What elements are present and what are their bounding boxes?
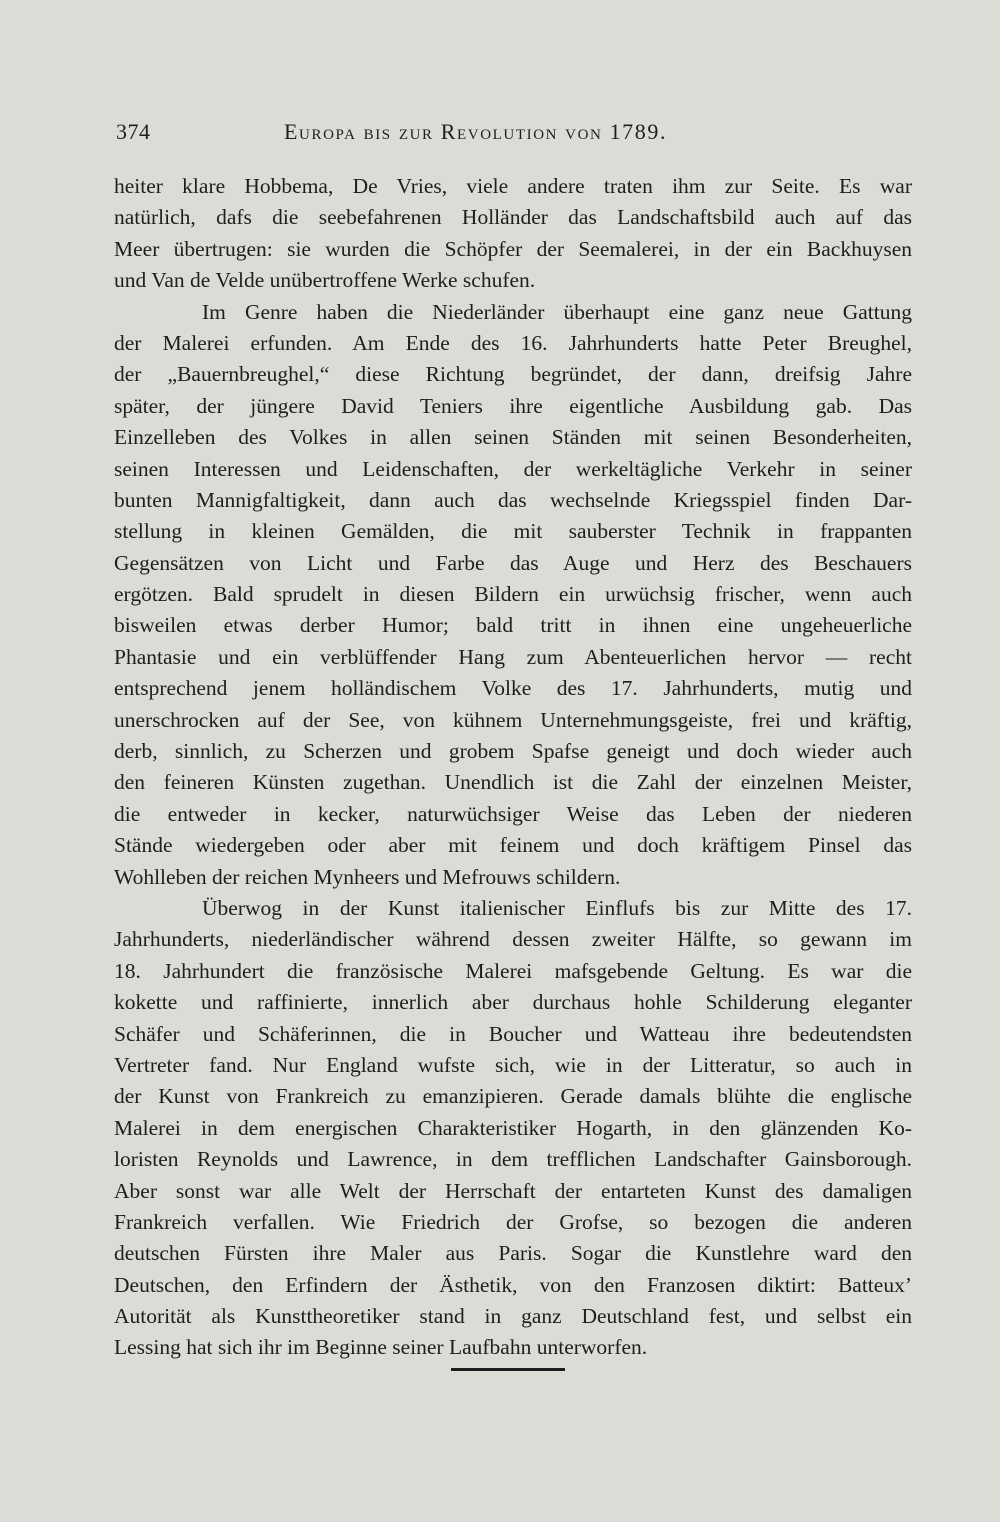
- text-line: Malerei in dem energischen Charakteristiker Hogarth, in den glänzenden Ko-: [114, 1115, 912, 1140]
- text-line: Jahrhunderts, niederländischer während dessen zweiter Hälfte, so gewann im: [114, 927, 912, 952]
- text-line: deutschen Fürsten ihre Maler aus Paris. Sogar die Kunstlehre ward den: [114, 1241, 912, 1266]
- text-line: der Malerei erfunden. Am Ende des 16. Jahrhunderts hatte Peter Breughel,: [114, 330, 912, 355]
- text-line: entsprechend jenem holländischem Volke des 17. Jahrhunderts, mutig und: [114, 676, 912, 701]
- text-line: Aber sonst war alle Welt der Herrschaft der entarteten Kunst des damaligen: [114, 1178, 912, 1203]
- page-number: 374: [116, 119, 151, 144]
- running-title: Europa bis zur Revolution von 1789.: [284, 119, 668, 144]
- text-line: ergötzen. Bald sprudelt in diesen Bildern ein urwüchsig frischer, wenn auch: [114, 582, 912, 607]
- text-line: heiter klare Hobbema, De Vries, viele andere traten ihm zur Seite. Es war: [114, 174, 912, 198]
- text-line: unerschrocken auf der See, von kühnem Unternehmungsgeiste, frei und kräftig,: [114, 707, 912, 732]
- text-line: kokette und raffinierte, innerlich aber durchaus hohle Schilderung eleganter: [114, 990, 912, 1015]
- text-line: Autorität als Kunsttheoretiker stand in ganz Deutschland fest, und selbst ein: [114, 1304, 912, 1329]
- text-line: derb, sinnlich, zu Scherzen und grobem Spafse geneigt und doch wieder auch: [114, 739, 912, 764]
- text-line: der „Bauernbreughel,“ diese Richtung begründet, der dann, dreifsig Jahre: [114, 362, 912, 387]
- text-line: den feineren Künsten zugethan. Unendlich ist die Zahl der einzelnen Meister,: [114, 770, 912, 795]
- text-line: stellung in kleinen Gemälden, die mit sauberster Technik in frappanten: [114, 519, 912, 544]
- text-line: der Kunst von Frankreich zu emanzipieren. Gerade damals blühte die englische: [114, 1084, 912, 1109]
- text-line: 18. Jahrhundert die französische Malerei mafsgebende Geltung. Es war die: [114, 958, 912, 983]
- text-line: bisweilen etwas derber Humor; bald tritt in ihnen eine ungeheuerliche: [114, 613, 912, 638]
- text-line: Frankreich verfallen. Wie Friedrich der Grofse, so bezogen die anderen: [114, 1209, 912, 1234]
- text-line: natürlich, dafs die seebefahrenen Holländer das Landschaftsbild auch auf das: [114, 205, 912, 230]
- text-line: Stände wiedergeben oder aber mit feinem und doch kräftigem Pinsel das: [114, 833, 912, 858]
- text-line: seinen Interessen und Leidenschaften, der werkeltägliche Verkehr in seiner: [114, 456, 912, 481]
- text-line: Wohlleben der reichen Mynheers und Mefrouws schildern.: [114, 864, 621, 889]
- text-line: bunten Mannigfaltigkeit, dann auch das wechselnde Kriegsspiel finden Dar-: [114, 487, 912, 512]
- end-rule: [451, 1368, 565, 1371]
- text-line: Deutschen, den Erfindern der Ästhetik, von den Franzosen diktirt: Batteux’: [114, 1272, 912, 1297]
- text-line: Überwog in der Kunst italienischer Einflufs bis zur Mitte des 17.: [202, 895, 912, 920]
- text-line: Schäfer und Schäferinnen, die in Boucher und Watteau ihre bedeutendsten: [114, 1021, 912, 1046]
- text-line: Meer übertrugen: sie wurden die Schöpfer der Seemalerei, in der ein Backhuysen: [114, 236, 912, 261]
- text-line: Vertreter fand. Nur England wufste sich, wie in der Litteratur, so auch in: [114, 1052, 912, 1077]
- text-line: später, der jüngere David Teniers ihre eigentliche Ausbildung gab. Das: [114, 393, 912, 418]
- text-line: und Van de Velde unübertroffene Werke schufen.: [114, 268, 536, 293]
- body-text: [114, 171, 912, 1364]
- text-line: Einzelleben des Volkes in allen seinen Ständen mit seinen Besonderheiten,: [114, 425, 912, 450]
- text-line: Lessing hat sich ihr im Beginne seiner Laufbahn unterworfen.: [114, 1335, 648, 1360]
- text-line: die entweder in kecker, naturwüchsiger Weise das Leben der niederen: [114, 801, 912, 826]
- running-head: [116, 119, 906, 149]
- text-line: Phantasie und ein verblüffender Hang zum Abenteuerlichen hervor — recht: [114, 644, 912, 669]
- text-line: Gegensätzen von Licht und Farbe das Auge und Herz des Beschauers: [114, 550, 912, 575]
- text-line: loristen Reynolds und Lawrence, in dem trefflichen Landschafter Gainsborough.: [114, 1147, 912, 1172]
- text-line: Im Genre haben die Niederländer überhaupt eine ganz neue Gattung: [202, 299, 912, 324]
